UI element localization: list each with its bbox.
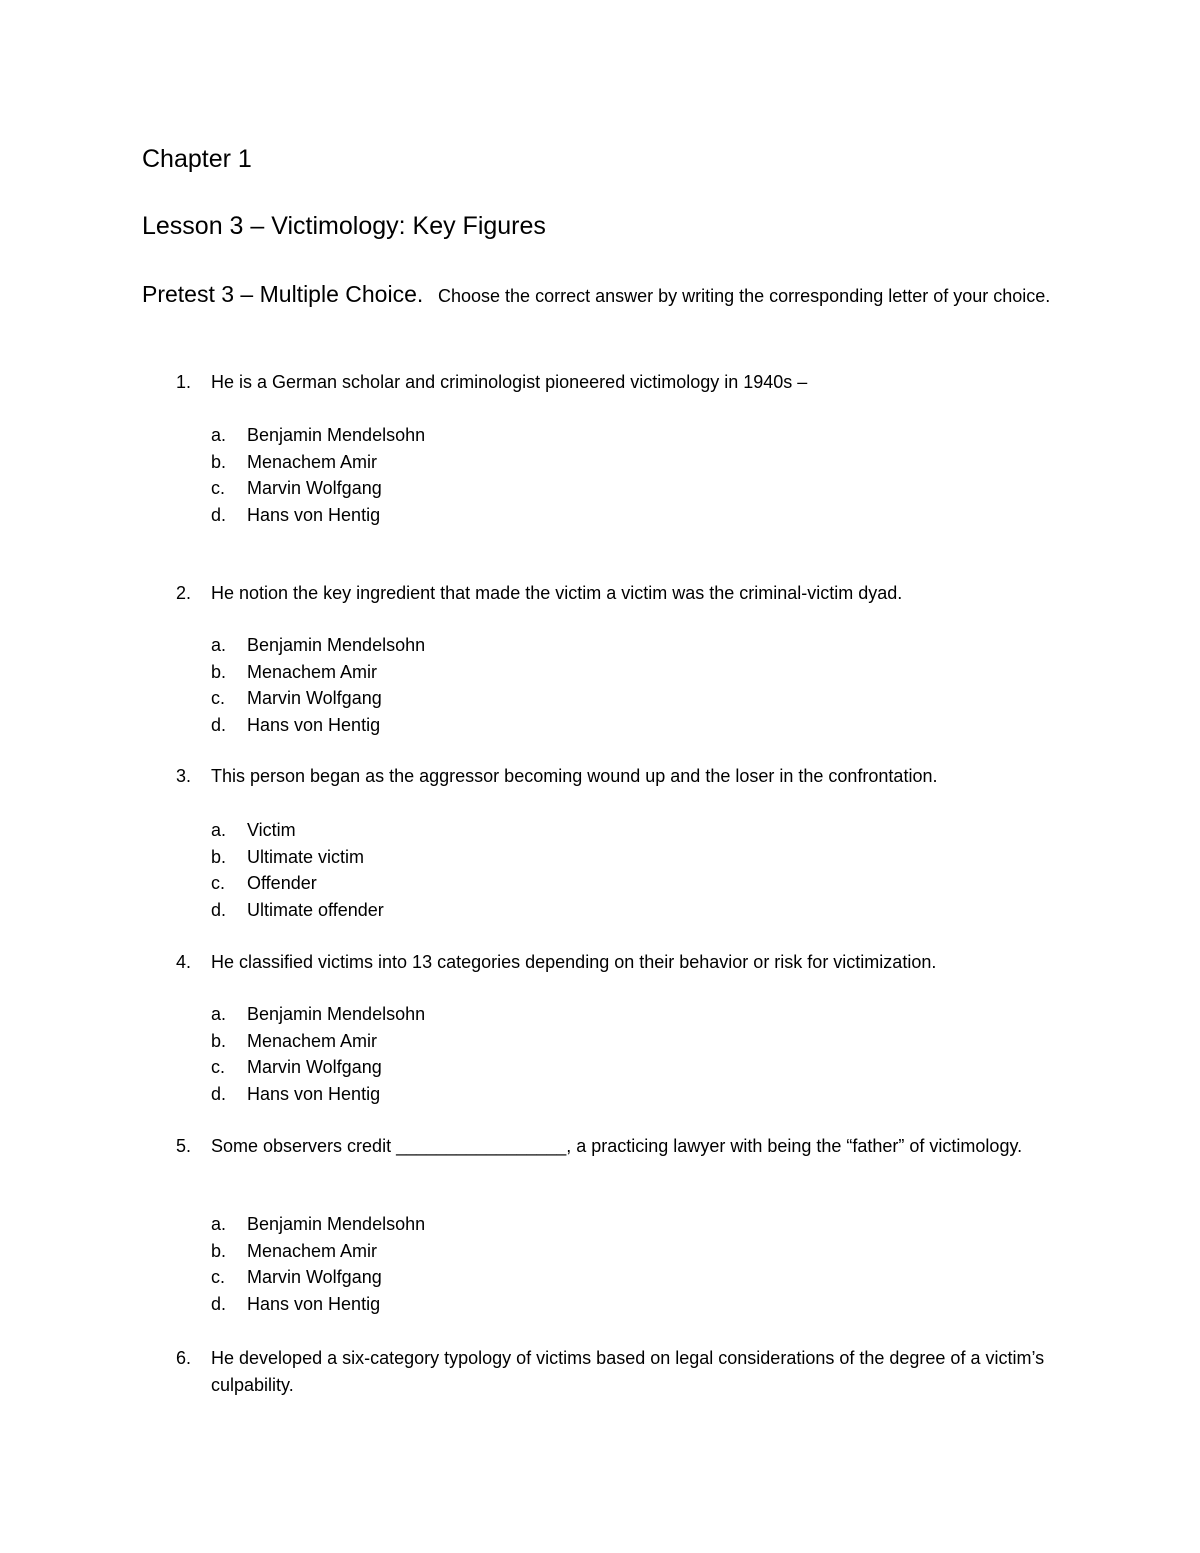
option-text: Menachem Amir [247, 451, 378, 472]
option-text: Menachem Amir [247, 661, 378, 682]
option-text: Hans von Hentig [247, 504, 381, 525]
question-number: 4. [176, 952, 192, 972]
option-letter: b. [211, 451, 227, 472]
option-text: Marvin Wolfgang [247, 478, 382, 498]
option-text: Benjamin Mendelsohn [247, 1214, 426, 1234]
option-letter: c. [211, 1057, 226, 1077]
option-letter: b. [211, 661, 227, 682]
option-letter: c. [211, 1267, 226, 1287]
option-letter: a. [211, 820, 227, 840]
option-letter: d. [211, 504, 227, 525]
question-text: This person began as the aggressor becoming wound up and the loser in the confrontation. [211, 766, 938, 786]
option-text: Benjamin Mendelsohn [247, 635, 426, 655]
pretest-label: Pretest 3 – Multiple Choice. [142, 281, 424, 307]
option-letter: a. [211, 425, 227, 445]
question-text: Some observers credit _________________, a practicing lawyer with being the “father” of victimology. [211, 1136, 1023, 1156]
option-letter: d. [211, 1293, 227, 1314]
option-text: Marvin Wolfgang [247, 1267, 382, 1287]
question-number: 2. [176, 583, 192, 603]
option-text: Marvin Wolfgang [247, 688, 382, 708]
option-letter: d. [211, 1083, 227, 1104]
option-text: Offender [247, 873, 317, 893]
option-letter: c. [211, 688, 226, 708]
option-letter: a. [211, 635, 227, 655]
question-text: He is a German scholar and criminologist pioneered victimology in 1940s – [211, 372, 808, 392]
lesson-title: Lesson 3 – Victimology: Key Figures [142, 212, 546, 240]
question-text: He classified victims into 13 categories depending on their behavior or risk for victimization. [211, 952, 937, 972]
option-text: Ultimate victim [247, 846, 365, 867]
option-text: Menachem Amir [247, 1030, 378, 1051]
option-letter: a. [211, 1214, 227, 1234]
option-text: Victim [247, 820, 296, 840]
question-number: 5. [176, 1136, 192, 1156]
chapter-title: Chapter 1 [142, 145, 252, 173]
option-letter: d. [211, 714, 227, 735]
option-letter: b. [211, 1030, 227, 1051]
option-letter: b. [211, 1240, 227, 1261]
pretest-heading [142, 279, 423, 310]
question-number: 6. [176, 1348, 192, 1368]
option-text: Benjamin Mendelsohn [247, 425, 426, 445]
option-letter: c. [211, 478, 226, 498]
pretest-instructions: Choose the correct answer by writing the corresponding letter of your choice. [438, 286, 1051, 306]
option-text: Benjamin Mendelsohn [247, 1004, 426, 1024]
option-letter: b. [211, 846, 227, 867]
option-text: Hans von Hentig [247, 714, 381, 735]
option-letter: a. [211, 1004, 227, 1024]
question-number: 3. [176, 766, 192, 786]
question-text: He notion the key ingredient that made the victim a victim was the criminal-victim dyad. [211, 583, 903, 603]
option-text: Hans von Hentig [247, 1293, 381, 1314]
question-number: 1. [176, 372, 192, 392]
question-text: He developed a six-category typology of victims based on legal considerations of the degree of a victim’s culpability. [211, 1348, 1045, 1395]
option-text: Hans von Hentig [247, 1083, 381, 1104]
option-letter: c. [211, 873, 226, 893]
option-text: Menachem Amir [247, 1240, 378, 1261]
option-text: Ultimate offender [247, 899, 384, 920]
option-text: Marvin Wolfgang [247, 1057, 382, 1077]
option-letter: d. [211, 899, 227, 920]
